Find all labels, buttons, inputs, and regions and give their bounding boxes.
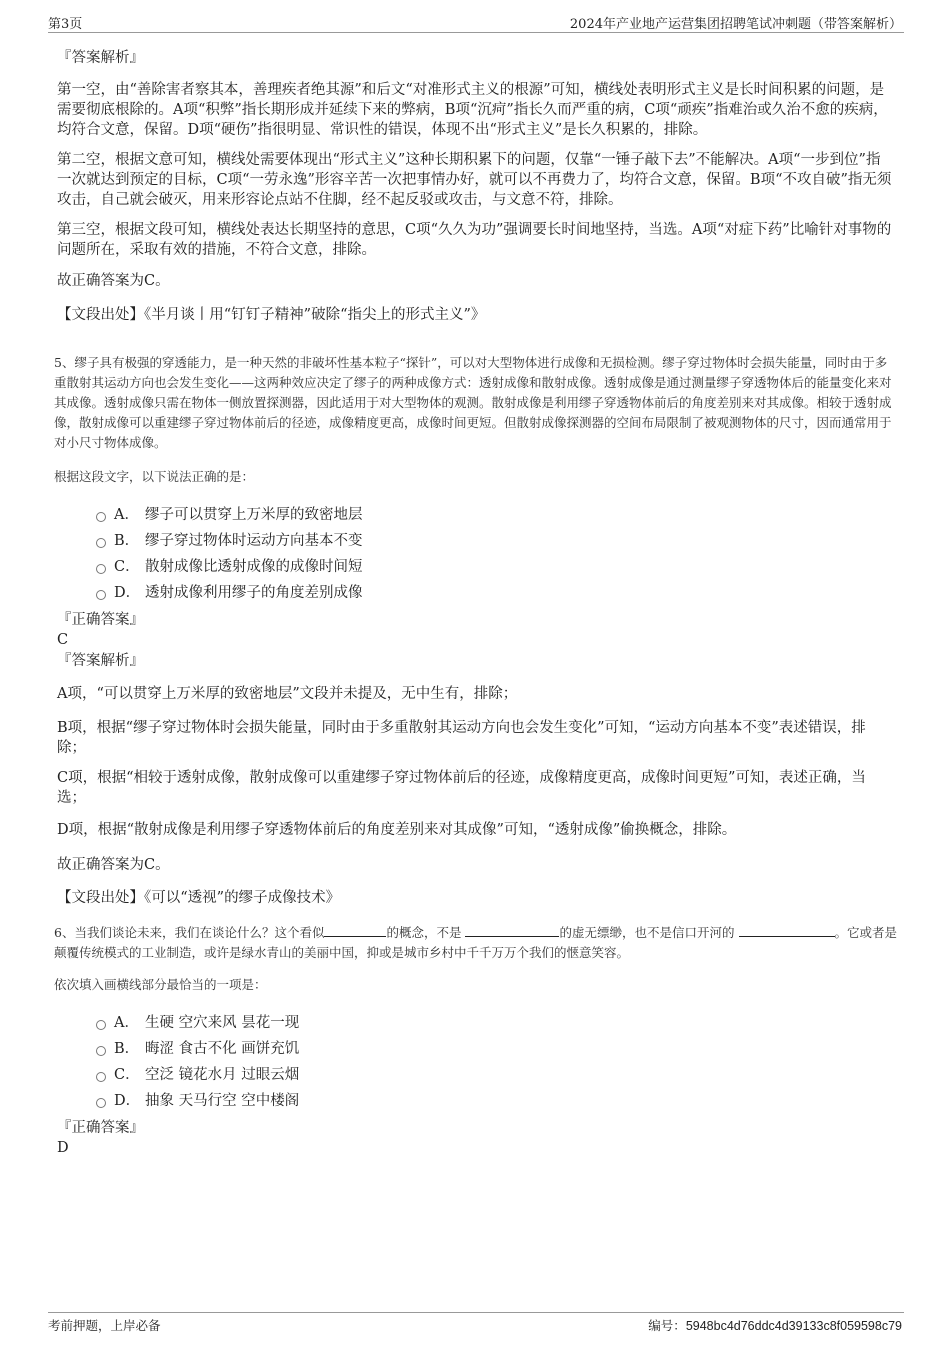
document-title: 2024年产业地产运营集团招聘笔试冲刺题（带答案解析） [569,17,902,32]
q5-analysis-d: D项，根据“散射成像是利用缪子穿透物体前后的角度差别来对其成像”可知，“透射成像”偷换概念，排除。 [57,822,737,838]
q4-analysis-label: 『答案解析』 [57,50,144,66]
document-code: 编号：5948bc4d76ddc4d39133c8f059598c79 [648,1318,902,1333]
q4-analysis-paragraph-3: 第三空，根据文段可知，横线处表达长期坚持的意思，C项“久久为功”强调要长时间地坚持，当选。A项“对症下药”比喻针对事物的问题所在，采取有效的措施，不符合文意，排除。 [57,222,892,258]
q5-analysis-c: C项，根据“相较于透射成像，散射成像可以重建缪子穿过物体前后的径迹，成像精度更高，成像时间更短”可知，表述正确，当选； [57,770,866,806]
q5-question: 根据这段文字，以下说法正确的是： [54,469,255,484]
q4-conclusion: 故正确答案为C。 [57,273,170,289]
page-footer [48,1312,904,1336]
page-header [48,12,904,33]
blank-2 [465,923,559,937]
q6-answer: D [57,1140,69,1156]
q6-answer-label: 『正确答案』 [57,1120,144,1136]
q5-analysis-a: A项，“可以贯穿上万米厚的致密地层”文段并未提及，无中生有，排除； [57,686,518,702]
footer-slogan: 考前押题，上岸必备 [48,1318,161,1333]
radio-icon[interactable] [96,1072,106,1082]
q4-source: 【文段出处】《半月谈丨用“钉钉子精神”破除“指尖上的形式主义”》 [57,307,486,323]
q4-analysis-paragraph-2: 第二空，根据文意可知，横线处需要体现出“形式主义”这种长期积累下的问题，仅靠“一锤子敲下去”不能解决。A项“一步到位”指一次就达到预定的目标，C项“一劳永逸”形容辛苦一次把事情办好，就可以不再费力了，均符合文意，保留。B项“不攻自破”指无须攻击，自己就会破灭，用来形容论点站不住脚，经不起反驳或攻击，与文意不符，排除。 [57,152,892,208]
q5-analysis-label: 『答案解析』 [57,653,144,669]
q5-analysis-b: B项，根据“缪子穿过物体时会损失能量，同时由于多重散射其运动方向也会发生变化”可知，“运动方向基本不变”表述错误，排除； [57,720,866,756]
q5-option-c[interactable]: C． 散射成像比透射成像的成像时间短 [96,556,596,582]
q5-option-b[interactable]: B． 缪子穿过物体时运动方向基本不变 [96,530,596,556]
radio-icon[interactable] [96,1020,106,1030]
q5-answer-label: 『正确答案』 [57,612,144,628]
radio-icon[interactable] [96,590,106,600]
q6-option-a[interactable]: A． 生硬 空穴来风 昙花一现 [96,1012,596,1038]
q5-source: 【文段出处】《可以“透视”的缪子成像技术》 [57,890,341,906]
radio-icon[interactable] [96,538,106,548]
q5-answer: C [57,632,69,648]
blank-3 [739,923,835,937]
q6-options [96,1012,596,1116]
q6-stem: 6、当我们谈论未来，我们在谈论什么？这个看似 的概念，不是 的虚无缥缈，也不是信口开河的 。它或者是颠覆传统模式的工业制造，或许是绿水青山的美丽中国，抑或是城市乡村中千千万万个我们的惬意笑容。 [54,925,898,960]
q6-option-d[interactable]: D． 抽象 天马行空 空中楼阁 [96,1090,596,1116]
q5-conclusion: 故正确答案为C。 [57,857,170,873]
q6-option-b[interactable]: B． 晦涩 食古不化 画饼充饥 [96,1038,596,1064]
radio-icon[interactable] [96,1046,106,1056]
q5-option-d[interactable]: D． 透射成像利用缪子的角度差别成像 [96,582,596,608]
q6-option-c[interactable]: C． 空泛 镜花水月 过眼云烟 [96,1064,596,1090]
q4-analysis-paragraph-1: 第一空，由“善除害者察其本，善理疾者绝其源”和后文“对准形式主义的根源”可知，横线处表明形式主义是长时间积累的问题，是需要彻底根除的。A项“积弊”指长期形成并延续下来的弊病，B项“沉疴”指长久而严重的病，C项“顽疾”指难治或久治不愈的疾病，均符合文意，保留。D项“硬伤”指很明显、常识性的错误，体现不出“形式主义”是长久积累的，排除。 [57,82,888,138]
blank-1 [324,923,386,937]
page-number: 第3页 [48,17,83,32]
q6-question: 依次填入画横线部分最恰当的一项是： [54,977,267,992]
radio-icon[interactable] [96,1098,106,1108]
q5-stem: 5、缪子具有极强的穿透能力，是一种天然的非破坏性基本粒子“探针”，可以对大型物体进行成像和无损检测。缪子穿过物体时会损失能量，同时由于多重散射其运动方向也会发生变化——这两种效应决定了缪子的两种成像方式：透射成像和散射成像。透射成像是通过测量缪子穿透物体后的能量变化来对其成像。透射成像只需在物体一侧放置探测器，因此适用于对大型物体的观测。散射成像是利用缪子穿透物体前后的角度差别来对其成像。相较于透射成像，散射成像可以重建缪子穿过物体前后的径迹，成像精度更高，成像时间更短。但散射成像探测器的空间布局限制了被观测物体的尺寸，因而通常用于对小尺寸物体成像。 [54,355,892,450]
radio-icon[interactable] [96,512,106,522]
radio-icon[interactable] [96,564,106,574]
q5-options [96,504,596,608]
q5-option-a[interactable]: A． 缪子可以贯穿上万米厚的致密地层 [96,504,596,530]
